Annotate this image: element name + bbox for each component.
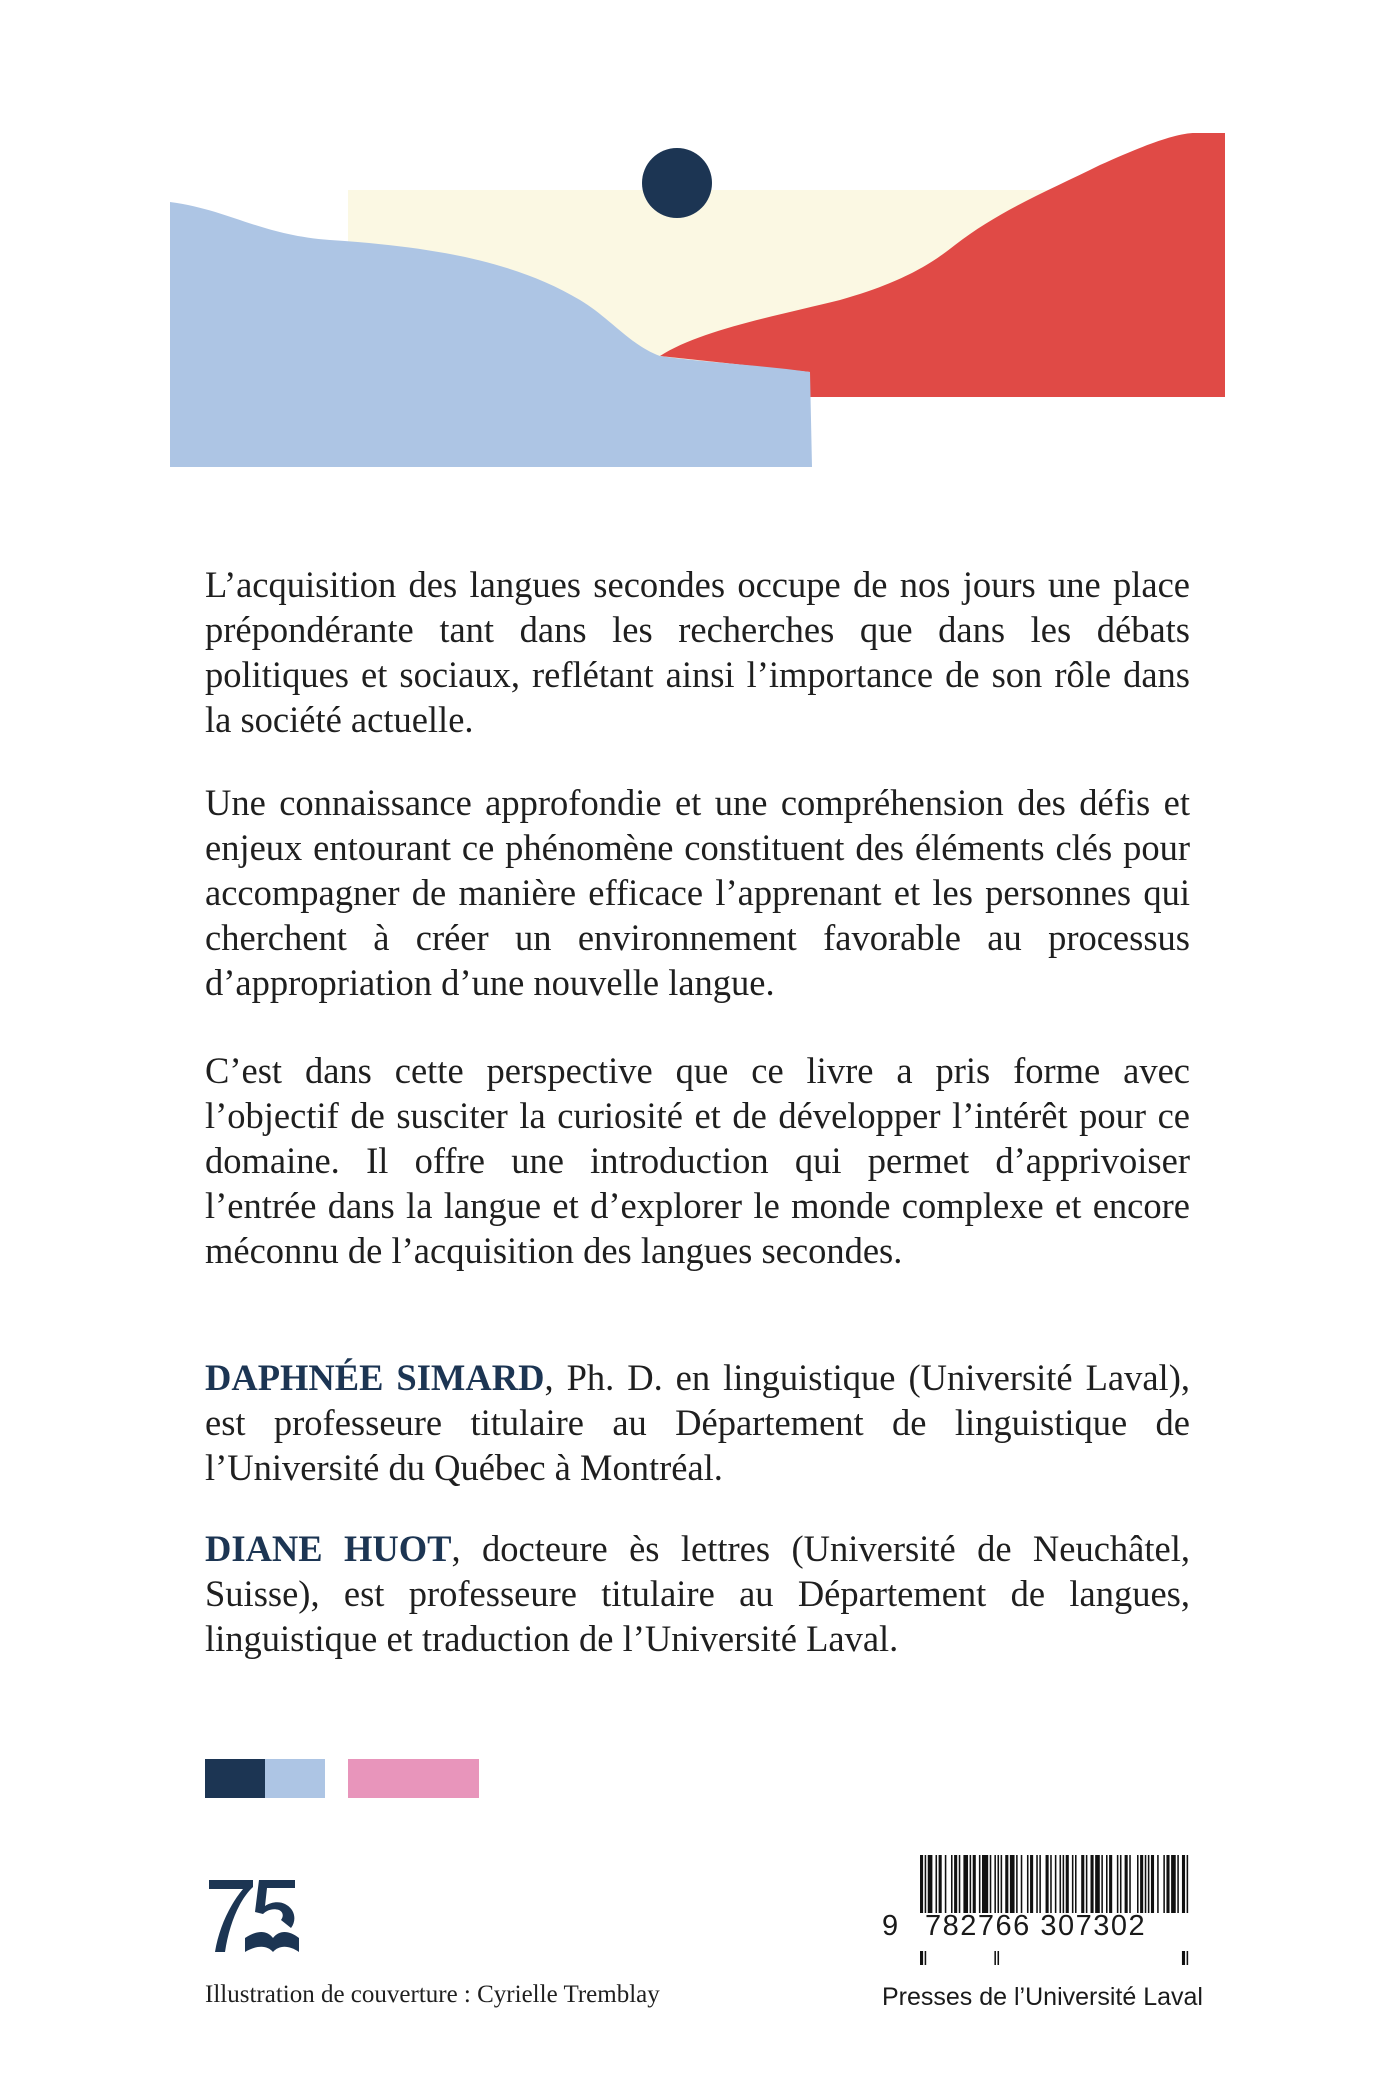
summary-paragraph <box>205 562 1190 742</box>
summary-paragraph-text: Une connaissance approfondie et une compréhension des défis et enjeux entourant ce phénomène constituent des éléments clés pour accompagner de manière efficace l’apprenant et les personnes qui cherchent à créer un environnement favorable au processus d’appropriation d’une nouvelle langue. <box>205 782 1190 1003</box>
publisher-name: Presses de l’Université Laval <box>882 1983 1203 2011</box>
isbn-lead-digit: 9 <box>882 1910 899 1942</box>
color-swatch-light-blue <box>265 1759 325 1798</box>
author-bio-text: , docteure ès lettres (Université de Neuchâtel, Suisse), est professeure titulaire au Département de langues, linguistique et traduction de l’Université Laval. <box>205 1528 1190 1659</box>
summary-paragraph-text: L’acquisition des langues secondes occupe de nos jours une place prépondérante tant dans les recherches que dans les débats politiques et sociaux, reflétant ainsi l’importance de son rôle dans la société actuelle. <box>205 564 1190 740</box>
sun-circle <box>642 148 712 218</box>
author-name: DIANE HUOT <box>205 1528 452 1569</box>
summary-paragraph <box>205 780 1190 1005</box>
author-bio <box>205 1355 1190 1490</box>
logo-five <box>255 1880 295 1928</box>
isbn-digits: 782766 307302 <box>925 1910 1147 1942</box>
anniversary-75-logo <box>205 1870 300 1960</box>
color-swatch-pink <box>348 1759 479 1798</box>
summary-paragraph-text: C’est dans cette perspective que ce livre a pris forme avec l’objectif de susciter la curiosité et de développer l’intérêt pour ce domaine. Il offre une introduction qui permet d’apprivoiser l’entrée dans la langue et d’explorer le monde complexe et encore méconnu de l’acquisition des langues secondes. <box>205 1050 1190 1271</box>
cover-illustration <box>0 0 1400 500</box>
color-swatch-navy <box>205 1759 265 1798</box>
illustration-credit: Illustration de couverture : Cyrielle Tremblay <box>205 1981 660 2008</box>
author-bio-text: , Ph. D. en linguistique (Université Laval), est professeure titulaire au Département de linguistique de l’Université du Québec à Montréal. <box>205 1357 1190 1488</box>
author-bio <box>205 1526 1190 1661</box>
logo-book-icon <box>245 1932 299 1952</box>
summary-paragraph <box>205 1048 1190 1273</box>
author-name: DAPHNÉE SIMARD <box>205 1357 545 1398</box>
